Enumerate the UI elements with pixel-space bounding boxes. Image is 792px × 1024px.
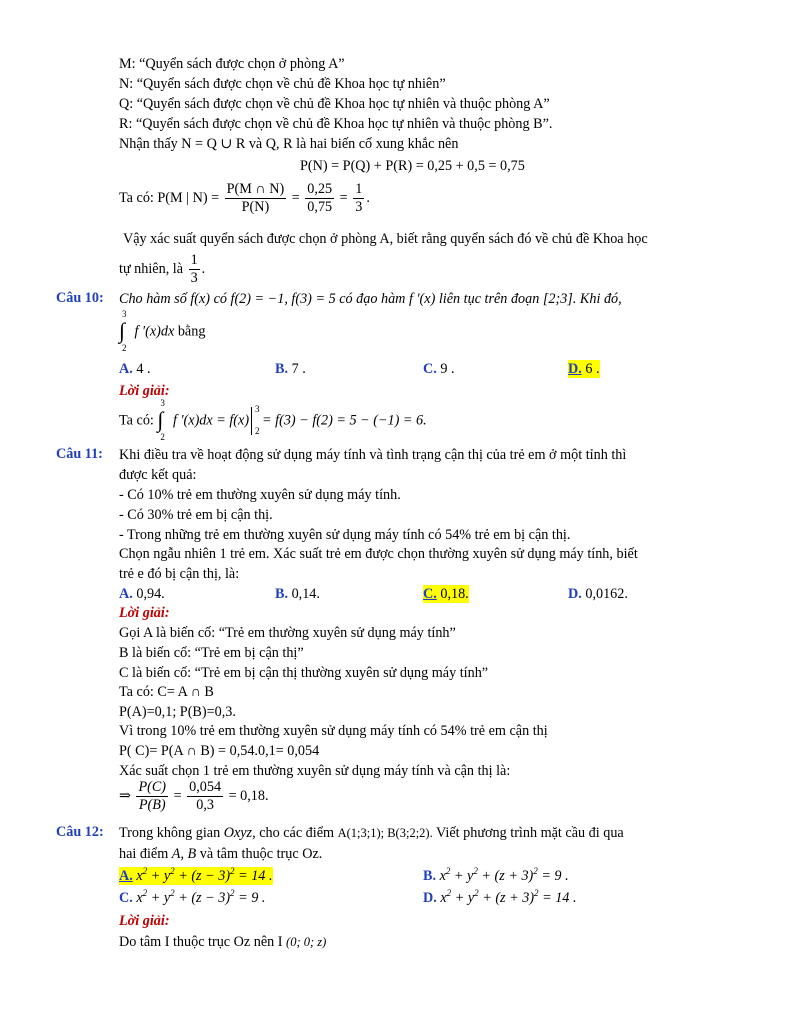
integral-sign: 3 ∫ 2 [157,398,165,442]
conclusion-line-2: tự nhiên, là $\frac{1}{3}$ . [119,252,206,286]
q11-solution-line-4: Ta có: C= A ∩ B [119,684,214,700]
question-11-stem-2: được kết quả: [119,467,197,483]
event-m-text: M: “Quyển sách được chọn ở phòng A” [119,56,345,72]
conclusion-line-1: Vậy xác suất quyển sách được chọn ở phòng A, biết rằng quyển sách đó về chủ đề Khoa học [123,231,648,247]
q11-option-c: C. 0,18. [423,586,469,602]
union-note: Nhận thấy N = Q ∪ R và Q, R là hai biến cố xung khắc nên [119,136,459,152]
question-11-label: Câu 11: [56,446,103,462]
fraction-answer: $\frac{1}{3}$ [190,252,198,286]
question-10-stem: Cho hàm số f(x) có f(2) = −1, f(3) = 5 có đạo hàm f ′(x) liên tục trên đoạn [2;3]. Khi đó, [119,291,622,307]
conditional-prob-formula: Ta có: P(M | N) = $\frac{P(M \cap N)}{P(N)}$ = $\frac{0,25}{0,75}$ = $\frac{1}{3}$ . [119,181,370,215]
question-12-stem-2: hai điểm A, B và tâm thuộc trục Oz. [119,846,323,862]
question-10-integral: 3 ∫ 2 f ′(x)dx bằng [119,309,206,353]
q12-solution-line-1: Do tâm I thuộc trục Oz nên I (0; 0; z) [119,934,327,950]
q11-solution-line-7: P( C)= P(A ∩ B) = 0,54.0,1= 0,054 [119,743,320,759]
q11-solution-fraction: ⇒ $\frac{P(C)}{P(B)}$ = $\frac{0,054}{0,3}$ = 0,18. [119,779,269,813]
q11-solution-line-2: B là biến cố: “Trẻ em bị cận thị” [119,645,304,661]
q11-option-b: B. 0,14. [275,586,320,602]
evaluation-bar: 3 2 [251,407,262,435]
q10-solution-label: Lời giải: [119,383,170,399]
q11-solution-label: Lời giải: [119,605,170,621]
fraction-result: $\frac{1}{3}$ [355,181,363,215]
q10-solution-integral: Ta có: 3 ∫ 2 f ′(x)dx = f(x) 3 2 = f(3) − f(2) = 5 − (−1) = 6. [119,398,427,442]
q10-option-c: C. 9 . [423,361,455,377]
q11-solution-line-6: Vì trong 10% trẻ em thường xuyên sử dụng máy tính có 54% trẻ em cận thị [119,723,548,739]
pmn-lhs: P(M | N) = [157,189,220,206]
q11-solution-line-1: Gọi A là biến cố: “Trẻ em thường xuyên sử dụng máy tính” [119,625,456,641]
fraction-values: $\frac{0,25}{0,75}$ [307,181,333,215]
q11-ask-1: Chọn ngẫu nhiên 1 trẻ em. Xác suất trẻ em được chọn thường xuyên sử dụng máy tính, biết [119,546,638,562]
q11-solution-line-5: P(A)=0,1; P(B)=0,3. [119,704,236,720]
q10-option-a: A. 4 . [119,361,151,377]
q12-option-c: C. $x^2 + y^2 + (z - 3)^2 = 9$ . [119,888,266,906]
fraction-pc-pb: $\frac{P(C)}{P(B)}$ [138,779,167,813]
q11-solution-line-8: Xác suất chọn 1 trẻ em thường xuyên sử dụng máy tính và cận thị là: [119,763,511,779]
q11-bullet-2: - Có 30% trẻ em bị cận thị. [119,507,273,523]
integral-sign: 3 ∫ 2 [119,309,127,353]
event-q-text: Q: “Quyển sách được chọn về chủ đề Khoa học tự nhiên và thuộc phòng A” [119,96,550,112]
q12-solution-label: Lời giải: [119,913,170,929]
q11-bullet-1: - Có 10% trẻ em thường xuyên sử dụng máy tính. [119,487,401,503]
q11-option-a: A. 0,94. [119,586,165,602]
q10-option-d: D. 6 . [568,361,600,377]
question-10-label: Câu 10: [56,290,104,306]
q12-option-b: B. $x^2 + y^2 + (z + 3)^2 = 9$ . [423,866,569,884]
taco-label: Ta có: [119,189,154,206]
question-12-stem-1: Trong không gian Oxyz, cho các điểm A(1;3;1); B(3;2;2). Viết phương trình mặt cầu đi qua [119,825,624,841]
q12-option-a: A. $x^2 + y^2 + (z - 3)^2 = 14$ . [119,866,273,884]
q11-solution-line-3: C là biến cố: “Trẻ em bị cận thị thường xuyên sử dụng máy tính” [119,665,489,681]
q11-ask-2: trẻ e đó bị cận thị, là: [119,566,240,582]
q12-option-d: D. $x^2 + y^2 + (z + 3)^2 = 14$ . [423,888,577,906]
question-12-label: Câu 12: [56,824,104,840]
q10-option-b: B. 7 . [275,361,306,377]
event-n-text: N: “Quyển sách được chọn về chủ đề Khoa học tự nhiên” [119,76,446,92]
fraction-values: $\frac{0,054}{0,3}$ [189,779,222,813]
formula-pn: P(N) = P(Q) + P(R) = 0,25 + 0,5 = 0,75 [300,158,525,174]
q11-bullet-3: - Trong những trẻ em thường xuyên sử dụng máy tính có 54% trẻ em bị cận thị. [119,527,571,543]
q11-option-d: D. 0,0162. [568,586,628,602]
question-11-stem-1: Khi điều tra về hoạt động sử dụng máy tính và tình trạng cận thị của trẻ em ở một tỉnh thì [119,447,627,463]
event-r-text: R: “Quyển sách được chọn về chủ đề Khoa học tự nhiên và thuộc phòng B”. [119,116,553,132]
fraction-pmn: $\frac{P(M \cap N)}{P(N)}$ [226,181,285,215]
